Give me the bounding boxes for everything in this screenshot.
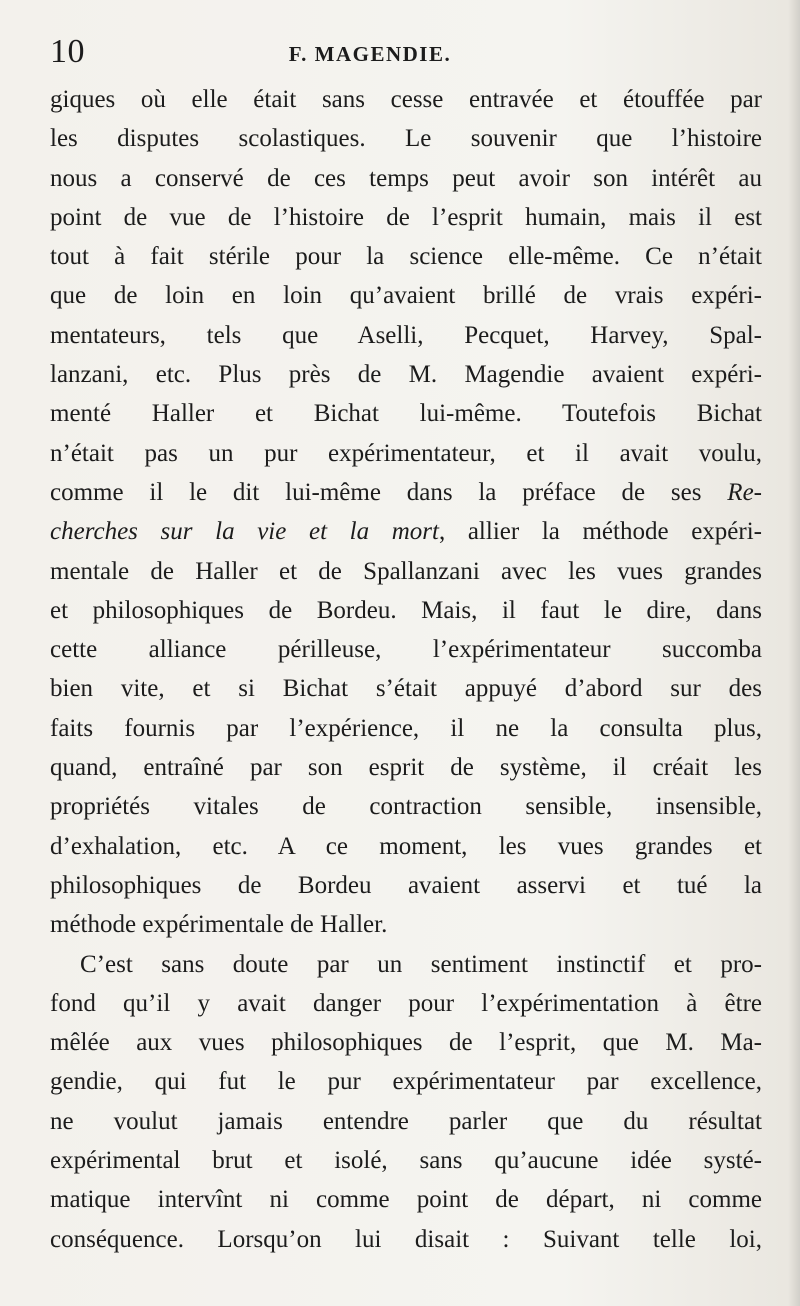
text-line	[50, 827, 762, 866]
page-edge-shadow	[788, 0, 800, 1306]
text-line	[50, 198, 762, 237]
text-line	[50, 355, 762, 394]
text-segment: philosophiques de Bordeu avaient asservi et tué la	[50, 871, 762, 899]
text-segment: fond qu’il y avait danger pour l’expérimentation à être	[50, 989, 762, 1017]
text-segment: gendie, qui fut le pur expérimentateur par excellence,	[50, 1068, 762, 1096]
text-segment: bien vite, et si Bichat s’était appuyé d’abord sur des	[50, 675, 762, 703]
text-line	[50, 276, 762, 315]
page-number: 10	[50, 33, 85, 70]
text-segment: point de vue de l’histoire de l’esprit humain, mais il est	[50, 203, 762, 231]
text-line	[50, 1220, 762, 1259]
text-line	[50, 1062, 762, 1101]
running-head: F. MAGENDIE.	[288, 42, 452, 66]
text-segment: mentale de Haller et de Spallanzani avec les vues grandes	[50, 557, 762, 585]
text-segment: lanzani, etc. Plus près de M. Magendie avaient expéri-	[50, 361, 762, 389]
text-line	[50, 984, 762, 1023]
text-line	[50, 866, 762, 905]
text-line	[50, 945, 762, 984]
text-segment: , allier la méthode expéri-	[438, 518, 762, 546]
text-line	[50, 905, 762, 944]
text-segment: ne voulut jamais entendre parler que du résultat	[50, 1107, 762, 1135]
text-line	[50, 748, 762, 787]
text-line	[50, 159, 762, 198]
text-line	[50, 709, 762, 748]
text-segment: cette alliance périlleuse, l’expérimentateur succomba	[50, 636, 762, 664]
text-segment: méthode expérimentale de Haller.	[50, 911, 388, 939]
text-segment: tout à fait stérile pour la science elle-même. Ce n’était	[50, 243, 762, 271]
page-header	[0, 32, 800, 72]
text-segment: mentateurs, tels que Aselli, Pecquet, Harvey, Spal-	[50, 321, 762, 349]
text-line	[50, 787, 762, 826]
text-segment: d’exhalation, etc. A ce moment, les vues grandes et	[50, 832, 762, 860]
italic-text: cherches sur la vie et la mort	[50, 518, 439, 546]
text-line	[50, 1141, 762, 1180]
text-line	[50, 119, 762, 158]
text-line	[50, 1102, 762, 1141]
text-line	[50, 630, 762, 669]
text-segment: comme il le dit lui-même dans la préface de ses	[50, 478, 728, 506]
text-segment: giques où elle était sans cesse entravée et étouffée par	[50, 86, 762, 113]
text-line	[50, 237, 762, 276]
text-segment: propriétés vitales de contraction sensible, insensible,	[50, 793, 762, 821]
text-segment: nous a conservé de ces temps peut avoir son intérêt au	[50, 164, 762, 192]
text-segment: C’est sans doute par un sentiment instinctif et pro-	[80, 950, 762, 978]
text-line	[50, 434, 762, 473]
text-segment: conséquence. Lorsqu’on lui disait : Suivant telle loi,	[50, 1225, 762, 1253]
text-line	[50, 473, 762, 512]
text-segment: expérimental brut et isolé, sans qu’aucune idée systé-	[50, 1147, 762, 1175]
text-line	[50, 1023, 762, 1062]
text-segment: faits fournis par l’expérience, il ne la consulta plus,	[50, 714, 762, 742]
text-line	[50, 1180, 762, 1219]
text-line	[50, 669, 762, 708]
text-line	[50, 552, 762, 591]
italic-text: Re-	[727, 478, 762, 506]
text-segment: et philosophiques de Bordeu. Mais, il faut le dire, dans	[50, 596, 762, 624]
text-segment: quand, entraîné par son esprit de système, il créait les	[50, 754, 762, 782]
text-segment: menté Haller et Bichat lui-même. Toutefois Bichat	[50, 400, 762, 428]
text-segment: matique intervînt ni comme point de départ, ni comme	[50, 1186, 762, 1214]
text-line	[50, 512, 762, 551]
text-line	[50, 591, 762, 630]
body-text	[50, 80, 762, 1259]
text-segment: les disputes scolastiques. Le souvenir que l’histoire	[50, 125, 762, 153]
text-segment: que de loin en loin qu’avaient brillé de vrais expéri-	[50, 282, 762, 310]
text-segment: n’était pas un pur expérimentateur, et il avait voulu,	[50, 439, 762, 467]
text-line	[50, 394, 762, 433]
text-segment: mêlée aux vues philosophiques de l’esprit, que M. Ma-	[50, 1029, 762, 1057]
text-line	[50, 316, 762, 355]
text-line	[50, 80, 762, 119]
